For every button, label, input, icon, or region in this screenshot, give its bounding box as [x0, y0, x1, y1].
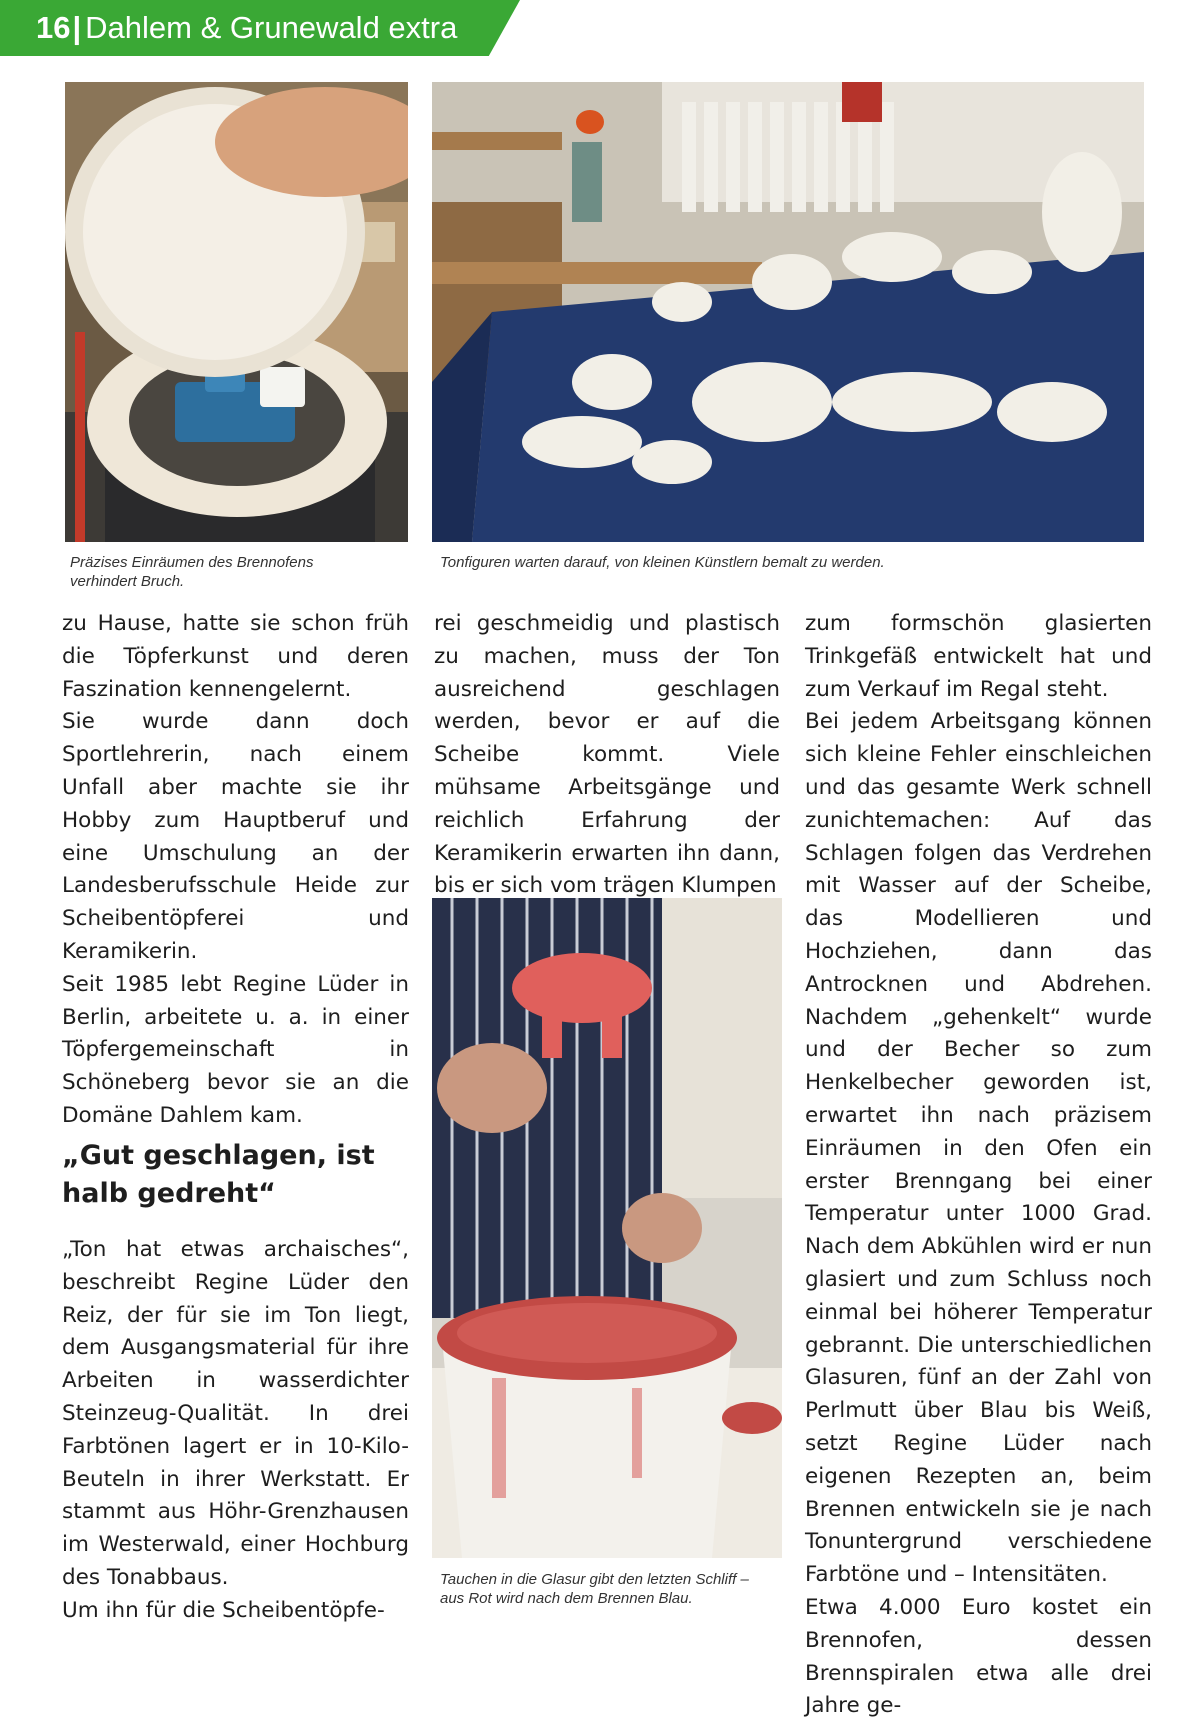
- paragraph: Sie wurde dann doch Sportlehrerin, nach einem Unfall aber machte sie ihr Hobby zum Hauptberuf und eine Umschulung an der Landesberufsschule Heide zur Scheibentöpferei und Keramikerin.: [62, 709, 409, 964]
- paragraph: zum formschön glasierten Trinkgefäß entwickelt hat und zum Verkauf im Regal steht.: [805, 611, 1152, 702]
- paragraph: Bei jedem Arbeitsgang können sich kleine Fehler einschleichen und das gesamte Werk schnell zunichtemachen: Auf das Schlagen folgen das Verdrehen mit Wasser auf der Scheibe, das Modellieren und Hochziehen, dann das Antrocknen und Abdrehen. Nachdem „gehenkelt“ wurde und der Becher so zum Henkelbecher geworden ist, erwartet ihn nach präzisem Einräumen in den Ofen ein erster Brenngang bei einer Temperatur unter 1000 Grad. Nach dem Abkühlen wird er nun glasiert und zum Schluss noch einmal bei höherer Temperatur gebrannt. Die unterschiedlichen Glasuren, fünf an der Zahl von Perlmutt über Blau bis Weiß, setzt Regine Lüder nach eigenen Rezepten an, beim Brennen entwickeln sie je nach Tonuntergrund verschiedene Farbtöne und – Intensitäten.: [805, 709, 1152, 1588]
- article-column-3: [805, 608, 1152, 1723]
- article-column-1: [62, 608, 409, 1133]
- photo-kiln: [65, 82, 408, 542]
- article-column-1b: [62, 1234, 409, 1628]
- section-header: [36, 10, 457, 46]
- article-column-2: [434, 608, 780, 903]
- paragraph: „Ton hat etwas archaisches“, beschreibt Regine Lüder den Reiz, der für sie im Ton liegt, dem Ausgangsmaterial für ihre Arbeiten in wasserdichter Steinzeug-Qualität. In drei Farbtönen lagert er in 10-Kilo-Beuteln in ihrer Werkstatt. Er stammt aus Höhr-Grenzhausen im Westerwald, einer Hochburg des Tonabbaus.: [62, 1237, 409, 1590]
- section-title: Dahlem & Grunewald extra: [85, 10, 458, 45]
- caption-glaze-bucket: Tauchen in die Glasur gibt den letzten Schliff – aus Rot wird nach dem Brennen Blau.: [440, 1571, 749, 1607]
- page-number: 16: [36, 10, 71, 45]
- caption-clay-figures: Tonfiguren warten darauf, von kleinen Künstlern bemalt zu werden.: [440, 554, 885, 571]
- photo-clay-figures: [432, 82, 1144, 542]
- caption-kiln: Präzises Einräumen des Brennofens verhindert Bruch.: [70, 554, 314, 590]
- article-subheading: „Gut geschlagen, ist halb gedreht“: [62, 1140, 375, 1209]
- photo-glaze-bucket: [432, 898, 782, 1558]
- paragraph: zu Hause, hatte sie schon früh die Töpferkunst und deren Faszination kennengelernt.: [62, 611, 409, 702]
- paragraph: rei geschmeidig und plastisch zu machen, muss der Ton ausreichend geschlagen werden, bevor er auf die Scheibe kommt. Viele mühsame Arbeitsgänge und reichlich Erfahrung der Keramikerin erwarten ihn dann, bis er sich vom trägen Klumpen: [434, 611, 780, 899]
- paragraph: Etwa 4.000 Euro kostet ein Brennofen, dessen Brennspiralen etwa alle drei Jahre ge-: [805, 1594, 1152, 1719]
- header-separator: |: [72, 10, 82, 45]
- paragraph: Seit 1985 lebt Regine Lüder in Berlin, arbeitete u. a. in einer Töpfergemeinschaft in Schöneberg bevor sie an die Domäne Dahlem kam.: [62, 971, 409, 1128]
- paragraph: Um ihn für die Scheibentöpfe-: [62, 1597, 385, 1623]
